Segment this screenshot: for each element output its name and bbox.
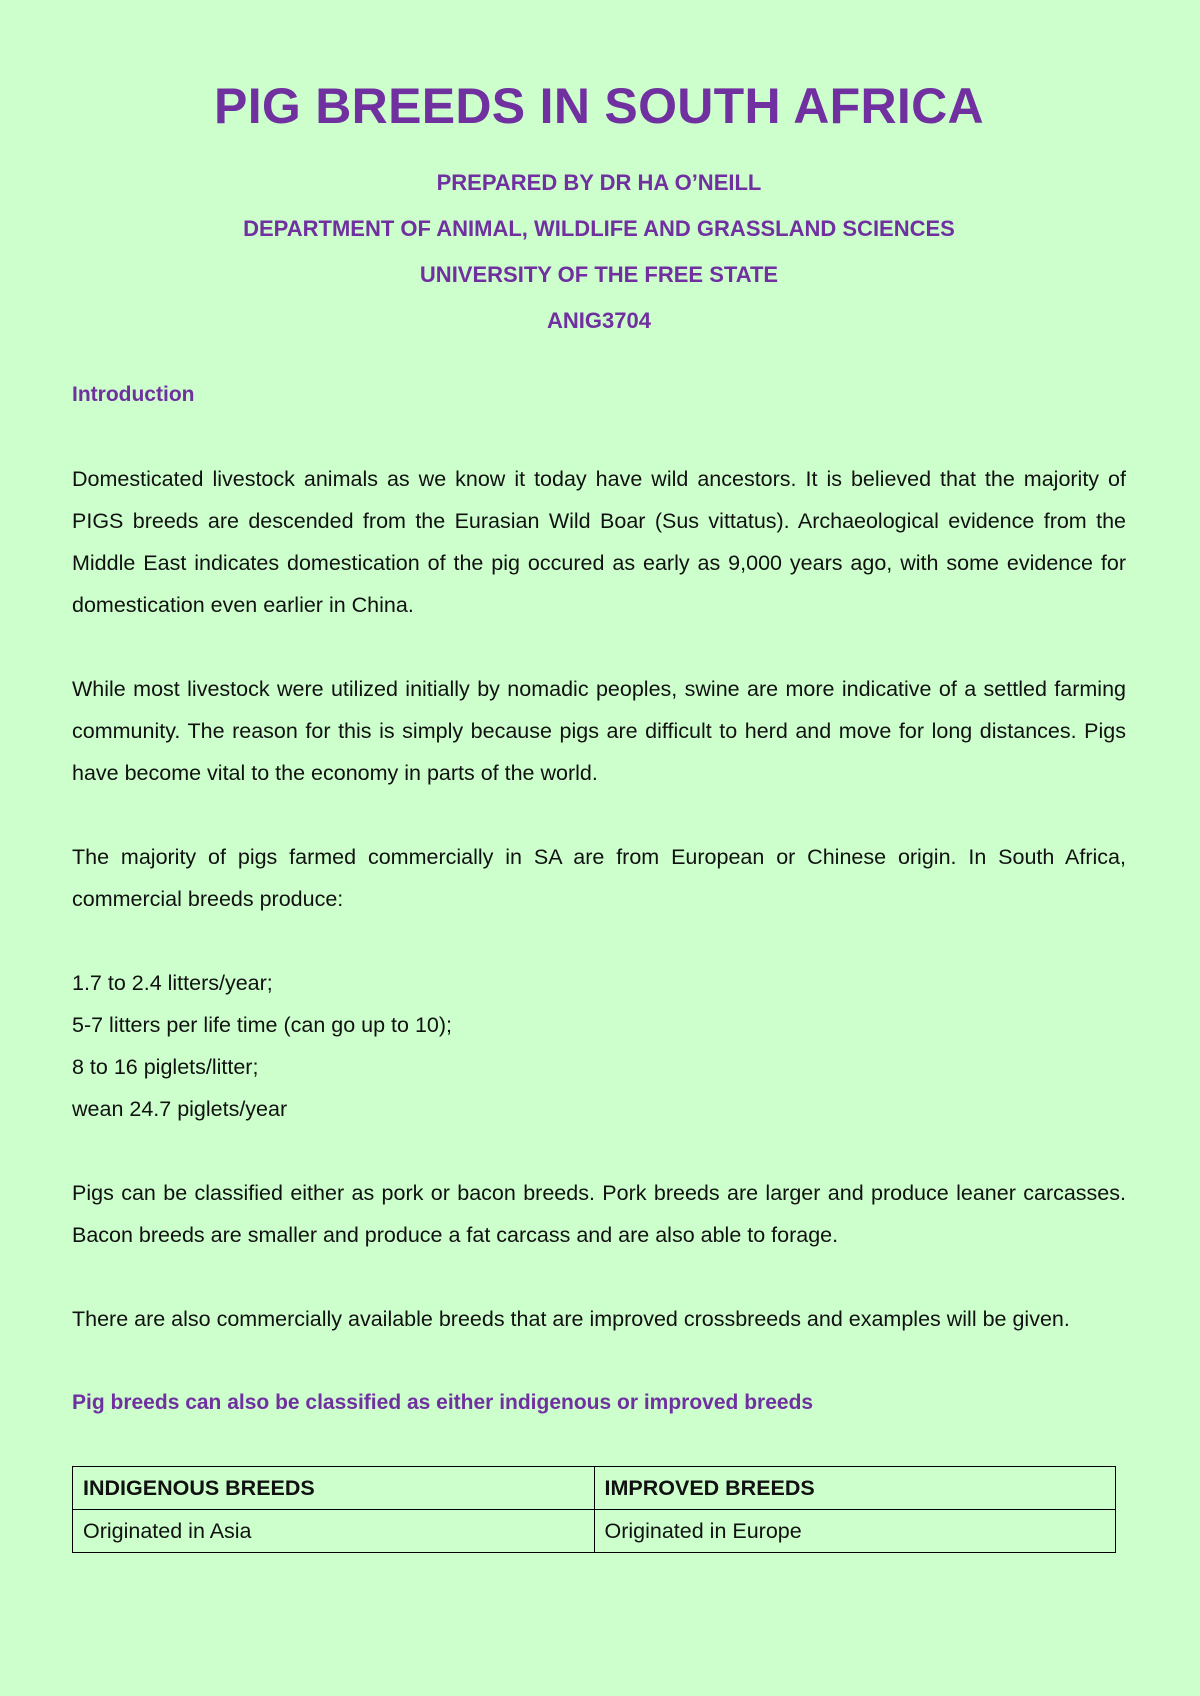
introduction-heading: Introduction	[72, 383, 195, 406]
course-code: ANIG3704	[547, 308, 651, 333]
list-item: 1.7 to 2.4 litters/year;	[72, 971, 273, 995]
table-cell: Originated in Europe	[594, 1510, 1116, 1553]
table-cell: Originated in Asia	[73, 1510, 595, 1553]
header-cell-improved: IMPROVED BREEDS	[594, 1467, 1116, 1510]
list-item: 5-7 litters per life time (can go up to 10);	[72, 1013, 453, 1037]
prepared-by: PREPARED BY DR HA O’NEILL	[436, 170, 762, 195]
breeds-table	[72, 1466, 1116, 1553]
list-item: 8 to 16 piglets/litter;	[72, 1055, 259, 1079]
university-name: UNIVERSITY OF THE FREE STATE	[419, 262, 779, 287]
table-row	[73, 1510, 1116, 1553]
intro-paragraph-2: While most livestock were utilized initially by nomadic peoples, swine are more indicative of a settled farming community. The reason for this is simply because pigs are difficult to herd and move for long distances. Pigs have become vital to the economy in parts of the world.	[72, 677, 1126, 785]
pork-bacon-paragraph: Pigs can be classified either as pork or bacon breeds. Pork breeds are larger and produce leaner carcasses. Bacon breeds are smaller and produce a fat carcass and are also able to forage.	[72, 1181, 1126, 1247]
list-item: wean 24.7 piglets/year	[72, 1097, 288, 1121]
table-header-row	[73, 1467, 1116, 1510]
department-name: DEPARTMENT OF ANIMAL, WILDLIFE AND GRASSLAND SCIENCES	[243, 216, 955, 241]
intro-paragraph-3: The majority of pigs farmed commercially in SA are from European or Chinese origin. In South Africa, commercial breeds produce:	[72, 845, 1126, 911]
classification-heading: Pig breeds can also be classified as either indigenous or improved breeds	[72, 1391, 814, 1414]
document-title: PIG BREEDS IN SOUTH AFRICA	[214, 78, 984, 134]
author-block	[72, 160, 1126, 344]
document-page	[72, 0, 1126, 1553]
crossbreeds-paragraph: There are also commercially available breeds that are improved crossbreeds and examples will be given.	[72, 1307, 1070, 1331]
header-cell-indigenous: INDIGENOUS BREEDS	[73, 1467, 595, 1510]
production-list	[72, 962, 1126, 1130]
intro-paragraph-1: Domesticated livestock animals as we know it today have wild ancestors. It is believed that the majority of PIGS breeds are descended from the Eurasian Wild Boar (Sus vittatus). Archaeological evidence from the Middle East indicates domestication of the pig occured as early as 9,000 years ago, with some evidence for domestication even earlier in China.	[72, 467, 1126, 617]
